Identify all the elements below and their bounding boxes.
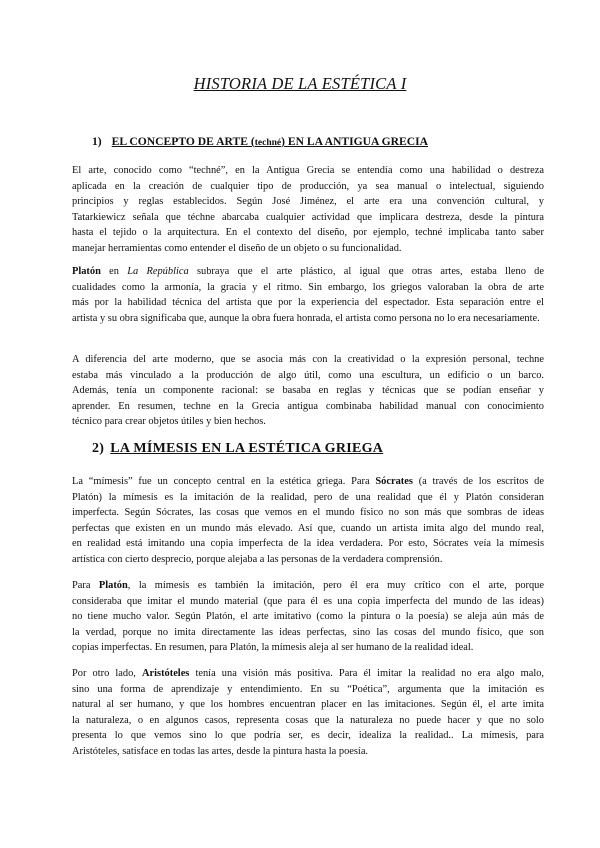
text-line: presenta lo que vemos sino lo que podría ser, es decir, idealiza la realidad.. La mímesis, para: [72, 730, 544, 742]
text-line: estaba más vinculado a la producción de algo útil, como una escultura, un edificio o un barco.: [72, 369, 544, 381]
text-line: artística con cierto desprecio, porque alejaba a las personas de la verdadera comprensión.: [72, 553, 443, 565]
text-line: [72, 266, 544, 277]
aristoteles-bold: Aristóteles: [142, 668, 190, 679]
socrates-bold: Sócrates: [375, 476, 413, 487]
text-fragment: tenía una visión más positiva. Para él imitar la realidad no era algo malo,: [189, 668, 544, 679]
text-line: consideraba que imitar el mundo material (que para él es una copia imperfecta del mundo de las ideas): [72, 595, 544, 607]
text-line: natural al ser humano, y que los hombres encuentran placer en las imitaciones. Según él, el arte imita: [72, 699, 544, 711]
platon-bold: Platón: [98, 580, 128, 591]
section-1-paragraph-1: [72, 163, 544, 257]
text-line: hasta el tejido o la arquitectura. En el contexto del diseño, por ejemplo, techné implicaba tanto saber: [72, 227, 544, 239]
text-fragment: en: [100, 266, 128, 277]
section-2-paragraph-2: [72, 578, 544, 656]
text-line: copias imperfectas. En resumen, para Platón, la mímesis aleja al ser humano de la realidad ideal.: [72, 642, 474, 654]
text-line: A diferencia del arte moderno, que se asocia más con la creatividad o la expresión personal, techne: [72, 354, 544, 365]
section-1-heading: [92, 135, 428, 148]
text-line: perfectas que existen en un mundo más elevado. Así que, cuando un artista imita algo del mundo real,: [72, 522, 544, 534]
text-line: Platón) la mímesis es la imitación de la realidad, pero de una realidad que él y Platón consideran: [72, 491, 544, 503]
platon-bold: Platón: [72, 266, 101, 277]
text-line: Además, tenía un componente racional: se basaba en reglas y técnicas que se podían enseñar y: [72, 385, 544, 397]
text-fragment: Por otro lado,: [72, 668, 143, 679]
text-fragment: La “mímesis” fue un concepto central en la estética griega. Para: [72, 476, 376, 487]
text-line: no tiene mucho valor. Según Platón, el arte imitativo (como la pintura o la poesía) se aleja aún más de: [72, 611, 544, 623]
section-2-paragraph-1: [72, 474, 544, 568]
text-line: más por la habilidad técnica del artista que por la experiencia del espectador. Esta separación entre el: [72, 297, 544, 309]
text-line: manejar herramientas como entender el diseño de un objeto o su funcionalidad.: [72, 242, 402, 254]
text-line: Tatarkiewicz señala que téchne abarcaba cualquier actividad que implicara destreza, desde la pintura: [72, 211, 544, 223]
text-fragment: subraya que el arte plástico, al igual que otras artes, estaba lleno de: [188, 266, 544, 277]
text-fragment: (a través de los escritos de: [412, 476, 544, 487]
text-line: [72, 476, 544, 487]
section-1-paragraph-3: [72, 352, 544, 430]
text-line: principios y reglas establecidos. Según José Jiménez, el arte era una convención cultural, y: [72, 196, 544, 208]
section-2-heading: [92, 441, 383, 457]
text-line: en realidad está imitando una copia imperfecta de la idea verdadera. Por esto, Sócrates veía la mímesis: [72, 538, 544, 550]
text-line: El arte, conocido como “techné”, en la Antigua Grecia se entendía como una habilidad o destreza: [72, 165, 544, 176]
text-line: aplicada en la creación de cualquier tipo de producción, ya sea manual o intelectual, siguiendo: [72, 180, 544, 192]
section-1-heading-post: ) EN LA ANTIGUA GRECIA: [281, 135, 428, 148]
section-1-paragraph-2: [72, 264, 544, 326]
text-line: sino una forma de aprendizaje y entendimiento. En su “Poética”, argumenta que la imitación es: [72, 683, 544, 695]
section-2-paragraph-3: [72, 666, 544, 760]
text-fragment: , la mímesis es también la imitación, pero él era muy crítico con el arte, porque: [127, 580, 544, 591]
section-2-number: 2): [92, 441, 105, 456]
section-1-heading-pre: EL CONCEPTO DE ARTE (: [111, 135, 255, 148]
text-line: cualidades como la armonía, la gracia y el ritmo. Sin embargo, los griegos valoraban la obra de arte: [72, 281, 544, 293]
la-republica-italic: La República: [127, 266, 189, 277]
section-2-heading-text: LA MÍMESIS EN LA ESTÉTICA GRIEGA: [110, 441, 384, 456]
document-title: HISTORIA DE LA ESTÉTICA I: [193, 74, 407, 93]
text-line: imperfecta. Según Sócrates, las cosas que vemos en el mundo físico no son más que sombras de ideas: [72, 507, 544, 519]
text-line: aprender. En resumen, techne en la Grecia antigua combinaba habilidad manual con conocimiento: [72, 400, 544, 412]
text-line: [72, 668, 544, 679]
text-line: Aristóteles, satisface en todas las artes, desde la pintura hasta la poesía.: [72, 745, 369, 757]
section-1-number: 1): [92, 135, 102, 148]
text-line: necesariamente.: [473, 312, 540, 324]
text-fragment: Para: [72, 580, 99, 591]
text-line: [72, 580, 544, 591]
text-line: la naturaleza, o en algunos casos, representa cosas que la naturaleza no puede hacer y que no solo: [72, 714, 544, 726]
text-line: artista y su obra significaba que, aunque la obra fuera honrada, el artista como persona no lo era: [72, 312, 471, 324]
section-1-heading-term: techné: [254, 138, 282, 148]
text-line: técnico para crear objetos útiles y bien hechos.: [72, 416, 266, 428]
text-line: la verdad, porque no imita directamente las ideas perfectas, sino las cosas del mundo físico, que son: [72, 626, 544, 638]
